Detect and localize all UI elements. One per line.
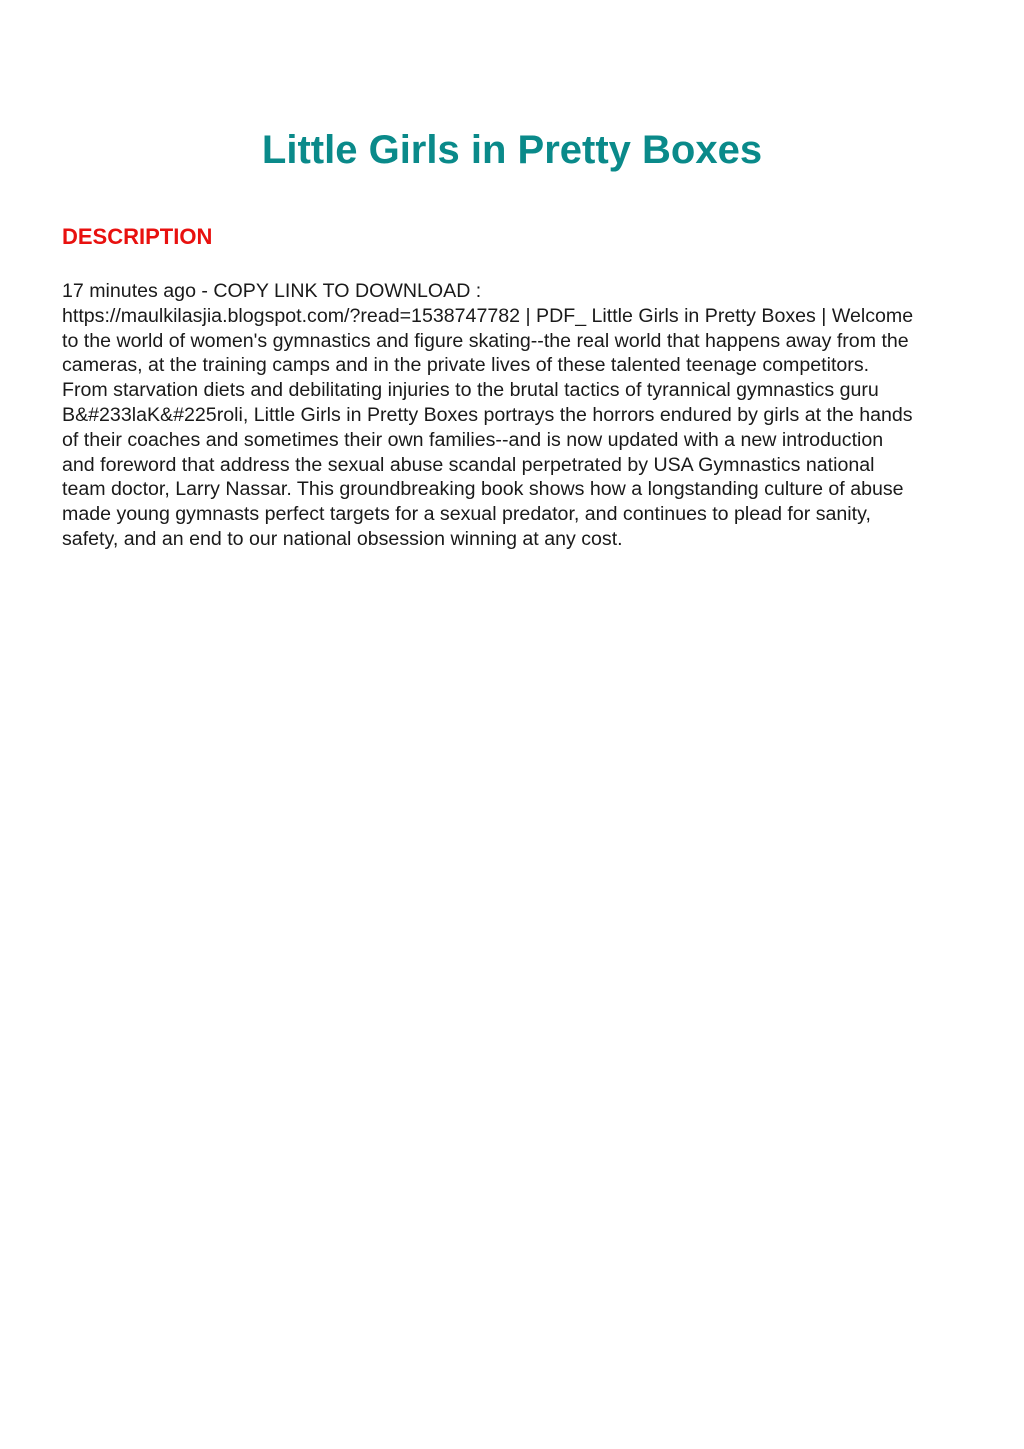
description-line: https://maulkilasjia.blogspot.com/?read=1538747782 | PDF_ Little Girls in Pretty Boxes | Welcome bbox=[62, 304, 914, 327]
description-line: B&#233laK&#225roli, Little Girls in Pretty Boxes portrays the horrors endured by girls at the hands bbox=[62, 403, 913, 426]
description-line: to the world of women's gymnastics and figure skating--the real world that happens away from the bbox=[62, 329, 909, 352]
description-heading: DESCRIPTION bbox=[62, 224, 213, 249]
description-line: From starvation diets and debilitating injuries to the brutal tactics of tyrannical gymnastics guru bbox=[62, 379, 879, 402]
description-line: of their coaches and sometimes their own families--and is now updated with a new introduction bbox=[62, 428, 884, 451]
description-line: cameras, at the training camps and in the private lives of these talented teenage competitors. bbox=[62, 354, 870, 377]
description-line: 17 minutes ago - COPY LINK TO DOWNLOAD : bbox=[62, 280, 482, 302]
description-line: safety, and an end to our national obsession winning at any cost. bbox=[62, 527, 623, 550]
description-line: team doctor, Larry Nassar. This groundbreaking book shows how a longstanding culture of abuse bbox=[62, 478, 904, 501]
description-line: made young gymnasts perfect targets for a sexual predator, and continues to plead for sanity, bbox=[62, 503, 871, 526]
description-body bbox=[62, 279, 967, 552]
description-line: and foreword that address the sexual abuse scandal perpetrated by USA Gymnastics national bbox=[62, 453, 875, 476]
page-title: Little Girls in Pretty Boxes bbox=[261, 128, 763, 172]
